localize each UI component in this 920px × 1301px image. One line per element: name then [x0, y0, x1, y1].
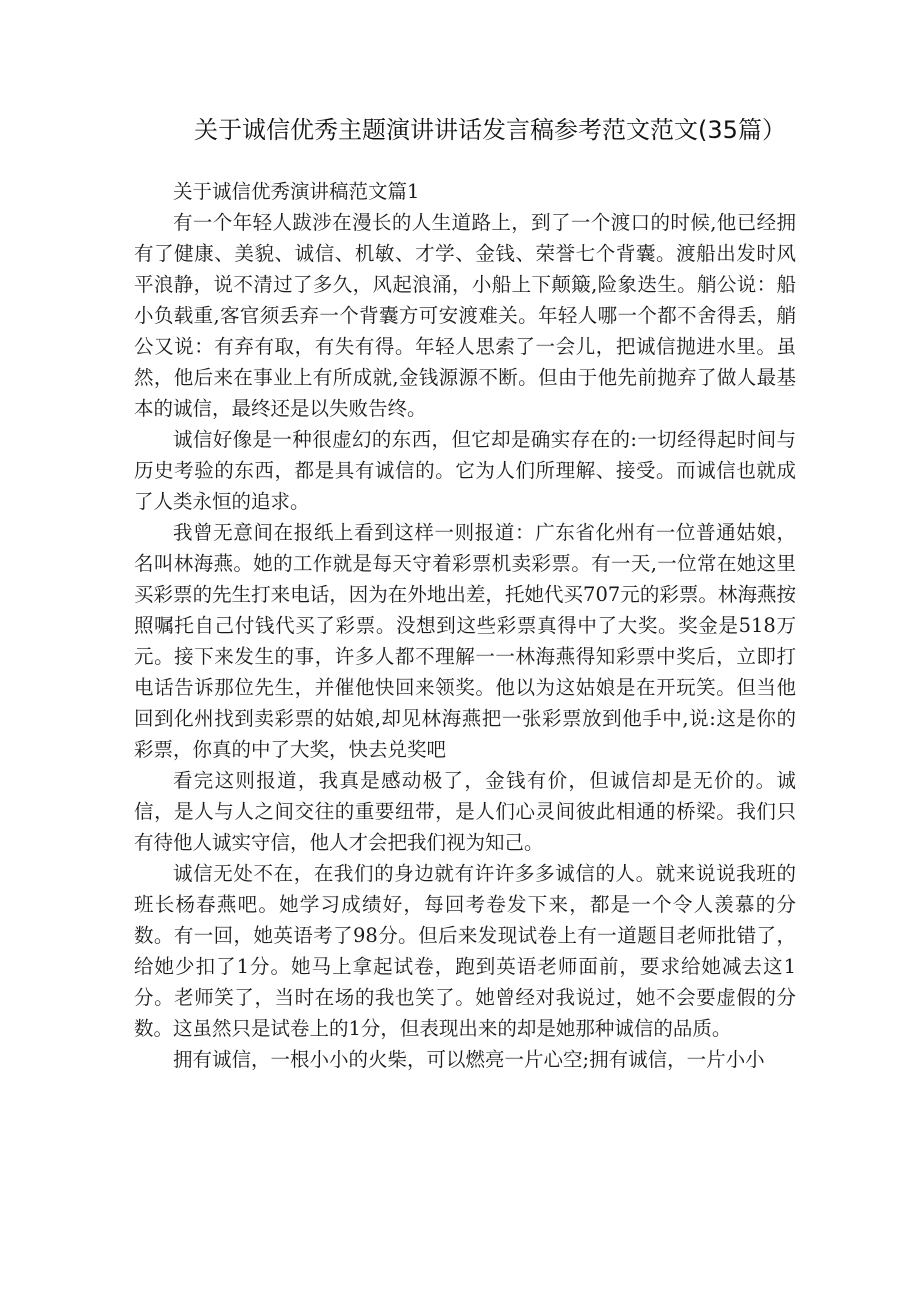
document-body: [134, 176, 796, 1075]
paragraph: 有一个年轻人跋涉在漫长的人生道路上，到了一个渡口的时候,他已经拥有了健康、美貌、诚信、机敏、才学、金钱、荣誉七个背囊。渡船出发时风平浪静，说不清过了多久，风起浪涌，小船上下颠簸,险象迭生。艄公说：船小负载重,客官须丢弃一个背囊方可安渡难关。年轻人哪一个都不舍得丢，艄公又说：有弃有取，有失有得。年轻人思索了一会儿，把诚信抛进水里。虽然，他后来在事业上有所成就,金钱源源不断。但由于他先前抛弃了做人最基本的诚信，最终还是以失败告终。: [134, 211, 796, 420]
paragraph: 诚信无处不在，在我们的身边就有许许多多诚信的人。就来说说我班的班长杨春燕吧。她学习成绩好，每回考卷发下来，都是一个令人羡慕的分数。有一回，她英语考了98分。但后来发现试卷上有一道题目老师批错了，给她少扣了1分。她马上拿起试卷，跑到英语老师面前，要求给她减去这1分。老师笑了，当时在场的我也笑了。她曾经对我说过，她不会要虚假的分数。这虽然只是试卷上的1分，但表现出来的却是她那种诚信的品质。: [134, 862, 796, 1040]
paragraph: 我曾无意间在报纸上看到这样一则报道：广东省化州有一位普通姑娘，名叫林海燕。她的工作就是每天守着彩票机卖彩票。有一天,一位常在她这里买彩票的先生打来电话，因为在外地出差，托她代买707元的彩票。林海燕按照嘱托自己付钱代买了彩票。没想到这些彩票真得中了大奖。奖金是518万元。接下来发生的事，许多人都不理解一一林海燕得知彩票中奖后，立即打电话告诉那位先生，并催他快回来领奖。他以为这姑娘是在开玩笑。但当他回到化州找到卖彩票的姑娘,却见林海燕把一张彩票放到他手中,说:这是你的彩票，你真的中了大奖，快去兑奖吧: [134, 521, 796, 761]
section-heading: 关于诚信优秀演讲稿范文篇1: [173, 180, 420, 203]
document-title: 关于诚信优秀主题演讲讲话发言稿参考范文范文(35篇）: [194, 116, 786, 144]
paragraph: 拥有诚信，一根小小的火柴，可以燃亮一片心空;拥有诚信，一片小小: [173, 1048, 765, 1071]
paragraph: 看完这则报道，我真是感动极了，金钱有价，但诚信却是无价的。诚信，是人与人之间交往的重要纽带，是人们心灵间彼此相通的桥梁。我们只有待他人诚实守信，他人才会把我们视为知己。: [134, 769, 796, 854]
paragraph: 诚信好像是一种很虚幻的东西，但它却是确实存在的:一切经得起时间与历史考验的东西，都是具有诚信的。它为人们所理解、接受。而诚信也就成了人类永恒的追求。: [134, 428, 796, 513]
